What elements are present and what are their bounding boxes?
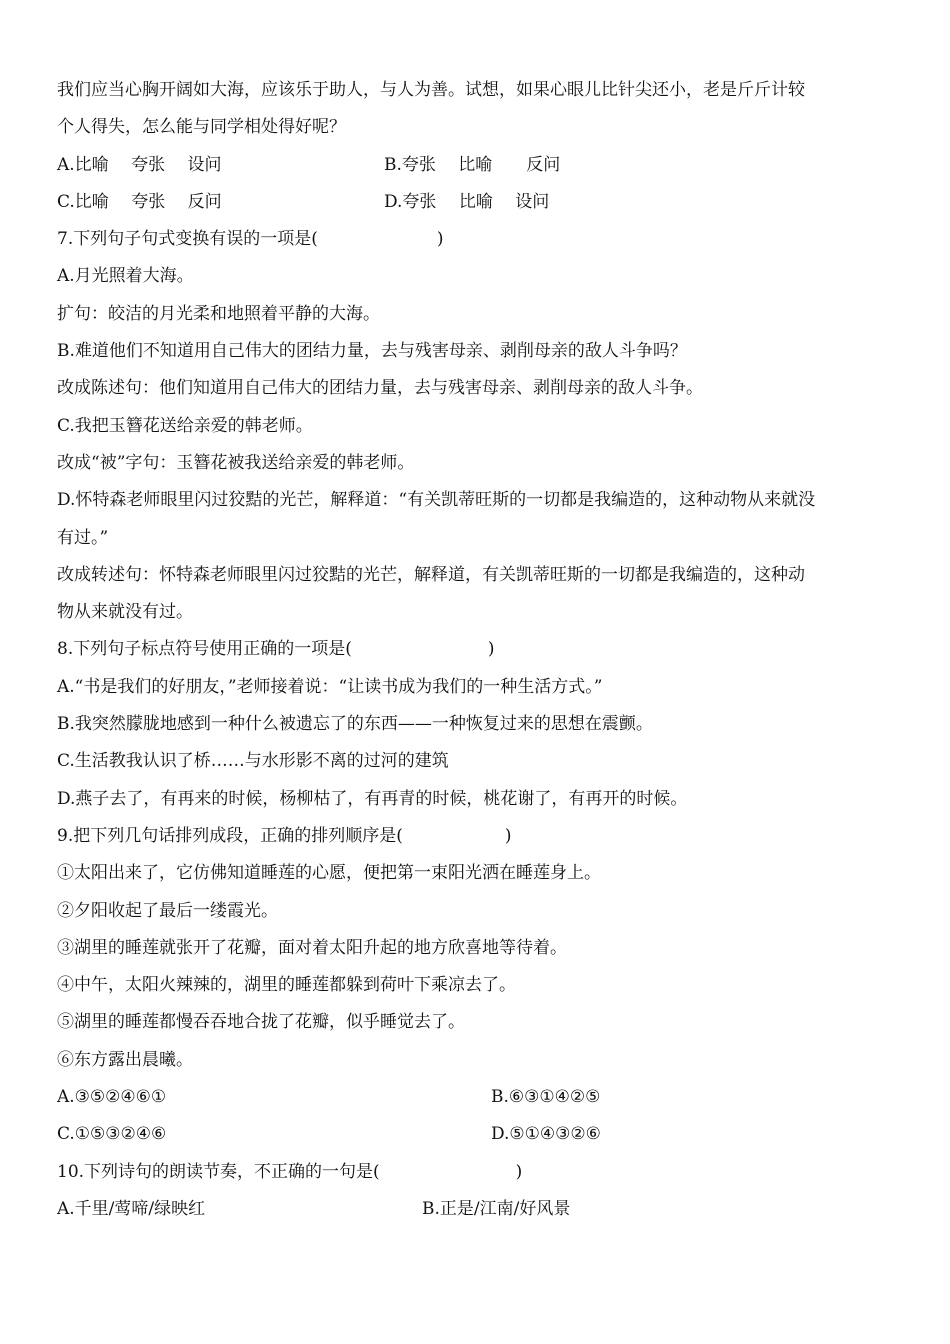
q6-option-b[interactable]: B.夸张 比喻 反问 [384, 154, 561, 175]
q7-option-d-cont: 有过。” [57, 527, 109, 548]
q9-sentence-1: ①太阳出来了，它仿佛知道睡莲的心愿，便把第一束阳光洒在睡莲身上。 [57, 863, 601, 884]
q9-sentence-3: ③湖里的睡莲就张开了花瓣，面对着太阳升起的地方欣喜地等待着。 [57, 937, 567, 958]
q8-option-d[interactable]: D.燕子去了，有再来的时候，杨柳枯了，有再青的时候，桃花谢了，有再开的时候。 [57, 788, 688, 809]
q7-stem: 7.下列句子句式变换有误的一项是( ) [57, 229, 444, 250]
intro-line-1: 我们应当心胸开阔如大海，应该乐于助人，与人为善。试想，如果心眼儿比针尖还小，老是斤斤计较 [57, 80, 805, 100]
q7-option-d-detail: 改成转述句：怀特森老师眼里闪过狡黠的光芒，解释道，有关凯蒂旺斯的一切都是我编造的，这种动 [57, 564, 805, 585]
q6-option-c[interactable]: C.比喻 夸张 反问 [57, 191, 222, 212]
q7-option-c-detail: 改成“被”字句：玉簪花被我送给亲爱的韩老师。 [57, 452, 415, 473]
intro-line-2: 个人得失，怎么能与同学相处得好呢？ [57, 117, 346, 138]
q8-option-c[interactable]: C.生活教我认识了桥……与水形影不离的过河的建筑 [57, 751, 449, 772]
q6-option-a[interactable]: A.比喻 夸张 设问 [57, 154, 222, 175]
q9-stem: 9.把下列几句话排列成段，正确的排列顺序是( ) [57, 825, 512, 846]
q10-option-a[interactable]: A.千里/莺啼/绿映红 [57, 1198, 206, 1219]
q9-option-c[interactable]: C.①⑤③②④⑥ [57, 1124, 167, 1145]
q9-sentence-2: ②夕阳收起了最后一缕霞光。 [57, 900, 278, 921]
q6-options-row-1 [57, 147, 907, 184]
q9-sentence-6: ⑥东方露出晨曦。 [57, 1049, 193, 1070]
q10-options-row-1 [57, 1191, 907, 1228]
q9-options-row-2 [57, 1116, 907, 1153]
q7-option-c[interactable]: C.我把玉簪花送给亲爱的韩老师。 [57, 415, 313, 436]
q7-option-b[interactable]: B.难道他们不知道用自己伟大的团结力量，去与残害母亲、剥削母亲的敌人斗争吗？ [57, 341, 687, 362]
q6-options-row-2 [57, 184, 907, 221]
q9-option-a[interactable]: A.③⑤②④⑥① [57, 1087, 167, 1108]
q8-stem: 8.下列句子标点符号使用正确的一项是( ) [57, 639, 495, 660]
q9-sentence-4: ④中午，太阳火辣辣的，湖里的睡莲都躲到荷叶下乘凉去了。 [57, 975, 516, 996]
q8-option-b[interactable]: B.我突然朦胧地感到一种什么被遗忘了的东西——一种恢复过来的思想在震颤。 [57, 714, 653, 735]
q7-option-d[interactable]: D.怀特森老师眼里闪过狡黠的光芒，解释道：“有关凯蒂旺斯的一切都是我编造的，这种动物从来就没 [57, 490, 816, 511]
q7-option-a[interactable]: A.月光照着大海。 [57, 266, 194, 287]
q9-option-d[interactable]: D.⑤①④③②⑥ [491, 1124, 601, 1145]
q10-option-b[interactable]: B.正是/江南/好风景 [422, 1198, 571, 1219]
q8-option-a[interactable]: A.“书是我们的好朋友，”老师接着说：“让读书成为我们的一种生活方式。” [57, 676, 603, 697]
q9-option-b[interactable]: B.⑥③①④②⑤ [491, 1087, 601, 1108]
exam-page [57, 72, 907, 1228]
q10-stem: 10.下列诗句的朗读节奏，不正确的一句是( ) [57, 1161, 523, 1182]
q9-options-row-1 [57, 1079, 907, 1116]
q7-option-a-detail: 扩句：皎洁的月光柔和地照着平静的大海。 [57, 303, 380, 324]
q7-option-d-detail-cont: 物从来就没有过。 [57, 602, 193, 623]
q9-sentence-5: ⑤湖里的睡莲都慢吞吞地合拢了花瓣，似乎睡觉去了。 [57, 1012, 465, 1033]
q6-option-d[interactable]: D.夸张 比喻 设问 [384, 191, 550, 212]
q7-option-b-detail: 改成陈述句：他们知道用自己伟大的团结力量，去与残害母亲、剥削母亲的敌人斗争。 [57, 378, 703, 399]
